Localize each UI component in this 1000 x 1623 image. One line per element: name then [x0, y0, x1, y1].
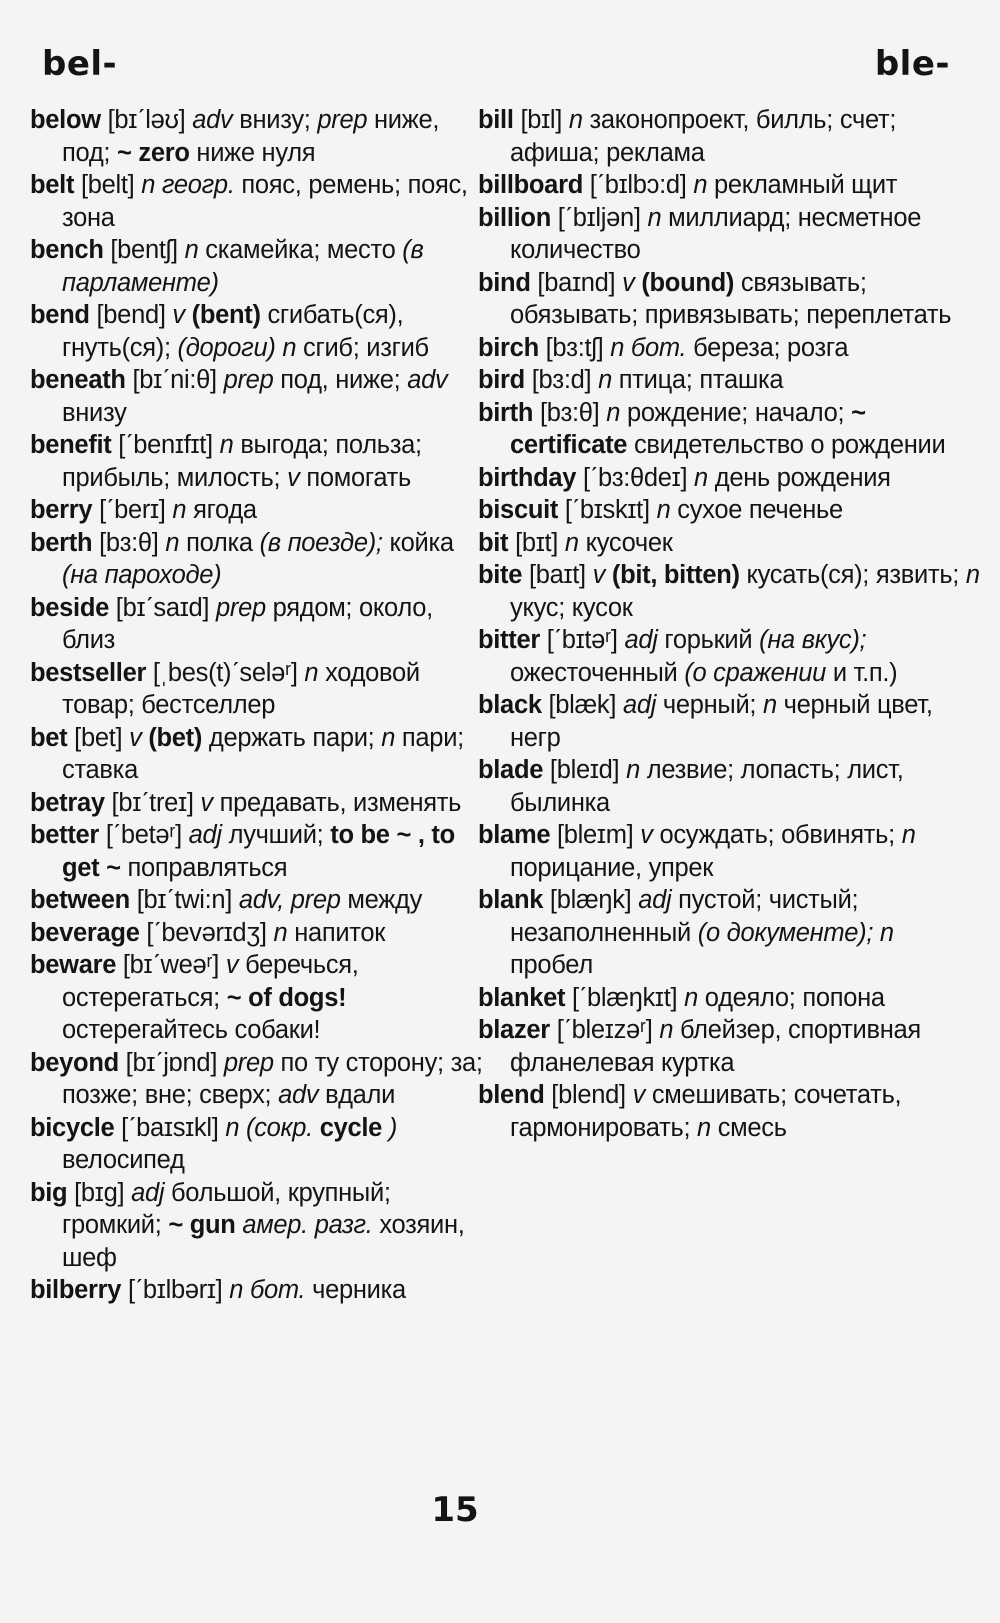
- note: (о документе);: [697, 918, 874, 947]
- dictionary-entry: [478, 982, 983, 1015]
- transcription: [ˊbɪlbɔ:d]: [589, 171, 687, 199]
- part-of-speech: n: [165, 528, 180, 557]
- usage-label: бот.: [630, 333, 687, 362]
- headword: bird: [478, 366, 525, 394]
- right-guide-word: ble-: [874, 44, 950, 84]
- definition-2: укус; кусок: [510, 593, 633, 622]
- transcription: [ˊberɪ]: [99, 496, 166, 524]
- transcription: [ˊbɜ:θdeɪ]: [583, 463, 688, 492]
- word-form: (bound): [641, 268, 735, 297]
- part-of-speech-2: n: [965, 561, 980, 589]
- word-form: cycle: [319, 1113, 383, 1142]
- definition: черника: [312, 1276, 406, 1304]
- transcription: [bɪˊjɒnd]: [125, 1048, 218, 1077]
- definition: скамейка; место: [205, 236, 396, 264]
- headword: beneath: [30, 366, 126, 394]
- headword: bilberry: [30, 1276, 122, 1304]
- dictionary-entry: [30, 299, 485, 364]
- part-of-speech: v: [225, 951, 239, 979]
- word-form: (bit, bitten): [611, 561, 740, 589]
- phrase: ~ gun: [168, 1211, 236, 1239]
- part-of-speech: v: [640, 821, 653, 849]
- headword: bicycle: [30, 1113, 115, 1142]
- part-of-speech: adj: [188, 821, 222, 849]
- dictionary-entry: [478, 462, 983, 495]
- note: (в поезде);: [259, 528, 383, 557]
- dictionary-entry: [30, 592, 485, 657]
- transcription: [ˊbaɪsɪkl]: [121, 1113, 219, 1142]
- dictionary-entry: [30, 169, 485, 234]
- transcription: [ˊbleɪzəʳ]: [556, 1016, 653, 1044]
- part-of-speech-2: n: [381, 723, 396, 752]
- definition: большой, крупный; громкий;: [62, 1178, 391, 1239]
- part-of-speech-2: n: [762, 691, 777, 719]
- usage-label: геогр.: [161, 171, 235, 199]
- phrase-meaning: ниже нуля: [196, 138, 316, 167]
- dictionary-entry: [30, 104, 485, 169]
- headword: below: [30, 106, 101, 134]
- headword: blade: [478, 756, 544, 784]
- part-of-speech: n: [606, 398, 621, 427]
- transcription: [bɜ:d]: [531, 366, 592, 394]
- phrase: ~ zero: [117, 138, 190, 167]
- dictionary-entry: [30, 884, 485, 917]
- left-column: [30, 104, 485, 1307]
- dictionary-entry: [478, 559, 983, 624]
- headword: bit: [478, 528, 509, 557]
- transcription: [bentʃ]: [110, 236, 178, 264]
- definition: смешивать; сочетать, гармонировать;: [510, 1081, 902, 1142]
- headword: birth: [478, 398, 534, 427]
- part-of-speech-2: n: [697, 1113, 711, 1142]
- headword: betray: [30, 788, 105, 817]
- definition: беречься, остерегаться;: [62, 951, 359, 1012]
- transcription: [blæk]: [548, 691, 617, 719]
- part-of-speech: n: [647, 203, 662, 232]
- transcription: [ˊbɪlbərɪ]: [127, 1276, 223, 1304]
- definition-2: койка: [389, 528, 454, 557]
- transcription: [bɪˊləʊ]: [107, 106, 186, 134]
- note: (дороги): [177, 333, 276, 362]
- definition-2: внизу: [62, 398, 127, 427]
- part-of-speech: adv: [192, 106, 233, 134]
- transcription: [bɪt]: [515, 528, 559, 557]
- headword: bill: [478, 106, 514, 134]
- transcription: [baɪnd]: [537, 268, 616, 297]
- note: (сокр.: [246, 1113, 313, 1142]
- definition: осуждать; обвинять;: [659, 821, 895, 849]
- transcription: [bɜ:tʃ]: [545, 333, 604, 362]
- headword: blazer: [478, 1016, 550, 1044]
- definition: птица; пташка: [618, 366, 784, 394]
- definition-2: ниже, под;: [62, 106, 440, 167]
- part-of-speech-2: adv: [407, 366, 448, 394]
- usage-label: амер. разг.: [242, 1211, 373, 1239]
- headword: bestseller: [30, 658, 147, 687]
- part-of-speech: prep: [223, 1048, 274, 1077]
- part-of-speech: n: [568, 106, 583, 134]
- definition: блейзер, спортивная фланелевая куртка: [510, 1016, 921, 1077]
- dictionary-entry: [478, 527, 983, 560]
- note-2: ): [388, 1113, 398, 1142]
- headword: birch: [478, 333, 539, 362]
- definition: рождение; начало;: [626, 398, 845, 427]
- transcription: [ˊbɪskɪt]: [564, 496, 650, 524]
- definition-2: пробел: [510, 951, 593, 979]
- definition: лучший;: [228, 821, 324, 849]
- part-of-speech: n: [598, 366, 612, 394]
- dictionary-entry: [30, 1274, 485, 1307]
- definition: сухое печенье: [677, 496, 843, 524]
- part-of-speech: adj: [638, 886, 672, 914]
- transcription: [bɪˊsaɪd]: [115, 593, 210, 622]
- phrase: ~ of dogs!: [226, 983, 347, 1012]
- part-of-speech: prep: [216, 593, 266, 622]
- headword: bitter: [478, 626, 540, 654]
- definition: лезвие; лопасть; лист, былинка: [510, 756, 904, 817]
- transcription: [bɪˊtreɪ]: [111, 788, 194, 817]
- dictionary-entry: [30, 364, 485, 429]
- word-form: (bent): [191, 301, 261, 329]
- definition-2: пари; ставка: [62, 723, 464, 784]
- headword: better: [30, 821, 100, 849]
- note-2: (о сражении: [684, 658, 827, 687]
- definition: кусать(ся); язвить;: [746, 561, 960, 589]
- usage-label: бот.: [249, 1276, 306, 1304]
- definition-2: пояс, зона: [62, 171, 468, 232]
- part-of-speech: n: [304, 658, 319, 687]
- part-of-speech: n: [684, 983, 698, 1012]
- part-of-speech: n: [172, 496, 187, 524]
- transcription: [ˊblæŋkɪt]: [571, 983, 678, 1012]
- headword: between: [30, 886, 130, 914]
- headword: berth: [30, 528, 93, 557]
- part-of-speech: n: [564, 528, 579, 557]
- headword: bench: [30, 236, 104, 264]
- definition: внизу;: [239, 106, 311, 134]
- dictionary-entry: [30, 949, 485, 1047]
- part-of-speech: n: [659, 1016, 674, 1044]
- dictionary-entry: [478, 689, 983, 754]
- definition-2: порицание, упрек: [510, 853, 714, 882]
- dictionary-entry: [30, 657, 485, 722]
- part-of-speech: adj: [624, 626, 658, 654]
- part-of-speech-2: n: [879, 918, 894, 947]
- transcription: [baɪt]: [528, 561, 586, 589]
- definition: миллиард; несметное количество: [510, 203, 922, 264]
- dictionary-entry: [478, 169, 983, 202]
- definition: рекламный щит: [714, 171, 898, 199]
- transcription: [ˊbɪtəʳ]: [546, 626, 618, 654]
- dictionary-entry: [478, 819, 983, 884]
- definition: пояс, ремень;: [241, 171, 401, 199]
- headword: big: [30, 1178, 68, 1207]
- transcription: [bɜ:θ]: [99, 528, 159, 557]
- transcription: [bɪˊtwi:n]: [136, 886, 233, 914]
- transcription: [bɪl]: [520, 106, 563, 134]
- word-form: (bet): [148, 723, 203, 752]
- note-3: и т.п.): [832, 658, 898, 687]
- headword: beware: [30, 951, 117, 979]
- transcription: [belt]: [80, 171, 135, 199]
- headword: billboard: [478, 171, 583, 199]
- headword: blame: [478, 821, 551, 849]
- transcription: [blend]: [551, 1081, 626, 1109]
- transcription: [ˊbetəʳ]: [105, 821, 182, 849]
- definition-2: ожесточенный: [510, 658, 678, 687]
- transcription: [bɪˊweəʳ]: [122, 951, 220, 979]
- part-of-speech: n: [219, 431, 234, 459]
- part-of-speech-2: n: [282, 333, 297, 362]
- transcription: [ˊbɪljən]: [557, 203, 641, 232]
- dictionary-entry: [30, 1112, 485, 1177]
- headword: bend: [30, 301, 90, 329]
- definition-2: черный цвет, негр: [510, 691, 933, 752]
- definition: по ту сторону; за; позже; вне; сверх;: [62, 1048, 483, 1109]
- part-of-speech: v: [632, 1081, 646, 1109]
- definition: законопроект, билль; счет; афиша; реклама: [510, 106, 897, 167]
- part-of-speech: prep: [223, 366, 274, 394]
- right-column: [478, 104, 983, 1144]
- dictionary-entry: [30, 819, 485, 884]
- dictionary-entry: [478, 494, 983, 527]
- part-of-speech: adv, prep: [238, 886, 341, 914]
- dictionary-entry: [30, 429, 485, 494]
- dictionary-entry: [478, 364, 983, 397]
- dictionary-entry: [478, 1014, 983, 1079]
- part-of-speech: v: [129, 723, 142, 752]
- part-of-speech: v: [172, 301, 185, 329]
- headword: birthday: [478, 463, 577, 492]
- transcription: [bend]: [96, 301, 166, 329]
- dictionary-entry: [478, 104, 983, 169]
- definition: рядом; около, близ: [62, 593, 433, 654]
- dictionary-entry: [478, 624, 983, 689]
- dictionary-entry: [478, 397, 983, 462]
- dictionary-entry: [30, 494, 485, 527]
- dictionary-entry: [478, 754, 983, 819]
- definition: выгода; польза; прибыль; милость;: [62, 431, 422, 492]
- definition: полка: [186, 528, 253, 557]
- dictionary-entry: [30, 527, 485, 592]
- definition: между: [347, 886, 423, 914]
- dictionary-entry: [478, 332, 983, 365]
- part-of-speech: v: [592, 561, 606, 589]
- phrase-meaning: хозяин, шеф: [62, 1211, 465, 1272]
- dictionary-entry: [30, 234, 485, 299]
- left-guide-word: bel-: [42, 44, 118, 84]
- part-of-speech: v: [622, 268, 635, 297]
- definition: черный;: [662, 691, 757, 719]
- dictionary-entry: [30, 787, 485, 820]
- transcription: [ˌbes(t)ˊseləʳ]: [152, 658, 298, 687]
- definition: держать пари;: [208, 723, 375, 752]
- headword: berry: [30, 496, 93, 524]
- dictionary-entry: [30, 1177, 485, 1275]
- transcription: [bleɪm]: [557, 821, 634, 849]
- phrase-meaning: остерегайтесь собаки!: [62, 1016, 321, 1044]
- note: (на вкус);: [759, 626, 867, 654]
- dictionary-entry: [478, 267, 983, 332]
- definition: одеяло; попона: [704, 983, 885, 1012]
- definition: кусочек: [585, 528, 673, 557]
- part-of-speech: n: [610, 333, 625, 362]
- definition: предавать, изменять: [219, 788, 462, 817]
- page-number: 15: [431, 1490, 479, 1530]
- part-of-speech-2: n: [901, 821, 916, 849]
- part-of-speech-2: v: [287, 463, 300, 492]
- headword: black: [478, 691, 542, 719]
- definition: горький: [664, 626, 753, 654]
- part-of-speech: n: [229, 1276, 244, 1304]
- dictionary-entry: [478, 202, 983, 267]
- part-of-speech: n: [693, 171, 708, 199]
- part-of-speech: n: [656, 496, 671, 524]
- definition: пустой; чистый; незаполненный: [510, 886, 859, 947]
- dictionary-entry: [30, 917, 485, 950]
- part-of-speech: adj: [622, 691, 657, 719]
- definition: береза; розга: [693, 333, 849, 362]
- headword: beside: [30, 593, 109, 622]
- definition: под, ниже;: [280, 366, 401, 394]
- headword: belt: [30, 171, 75, 199]
- headword: blanket: [478, 983, 566, 1012]
- part-of-speech-2: prep: [317, 106, 368, 134]
- dictionary-entry: [30, 1047, 485, 1112]
- dictionary-entry: [478, 884, 983, 982]
- note: (в парламенте): [62, 236, 424, 297]
- headword: bet: [30, 723, 68, 752]
- transcription: [ˊbevərɪdʒ]: [146, 918, 267, 947]
- definition: день рождения: [714, 463, 891, 492]
- definition: ходовой товар; бестселлер: [62, 658, 420, 719]
- headword: biscuit: [478, 496, 559, 524]
- definition-2: смесь: [717, 1113, 787, 1142]
- transcription: [blæŋk]: [549, 886, 632, 914]
- part-of-speech: n: [694, 463, 708, 492]
- headword: bind: [478, 268, 531, 297]
- phrase-meaning: поправляться: [127, 853, 288, 882]
- transcription: [bɪɡ]: [74, 1178, 125, 1207]
- headword: bite: [478, 561, 523, 589]
- headword: beverage: [30, 918, 140, 947]
- transcription: [bɪˊni:θ]: [132, 366, 217, 394]
- phrase-meaning: свидетельство о рождении: [633, 431, 946, 459]
- part-of-speech: adj: [131, 1178, 165, 1207]
- headword: blend: [478, 1081, 545, 1109]
- transcription: [bleɪd]: [549, 756, 620, 784]
- definition-2: велосипед: [62, 1146, 185, 1174]
- definition-2: сгиб; изгиб: [303, 333, 429, 362]
- definition: сгибать(ся), гнуть(ся);: [62, 301, 404, 362]
- part-of-speech: n: [626, 756, 640, 784]
- headword: benefit: [30, 431, 112, 459]
- phrase: ~ certificate: [510, 398, 866, 459]
- definition-2: помогать: [306, 463, 412, 492]
- note-2: (на пароходе): [62, 561, 222, 589]
- headword: billion: [478, 203, 551, 232]
- dictionary-entry: [478, 1079, 983, 1144]
- part-of-speech: n: [273, 918, 288, 947]
- part-of-speech-2: adv: [278, 1081, 319, 1109]
- transcription: [ˊbenɪfɪt]: [118, 431, 213, 459]
- phrase: to be ~ , to get ~: [62, 821, 455, 882]
- definition: связывать; обязывать; привязывать; переплетать: [510, 268, 952, 329]
- part-of-speech: n: [225, 1113, 240, 1142]
- definition: ягода: [193, 496, 257, 524]
- transcription: [bet]: [74, 723, 123, 752]
- definition-2: вдали: [325, 1081, 396, 1109]
- dictionary-entry: [30, 722, 485, 787]
- part-of-speech: v: [200, 788, 213, 817]
- part-of-speech: n: [184, 236, 199, 264]
- part-of-speech: n: [141, 171, 156, 199]
- definition: напиток: [294, 918, 386, 947]
- headword: blank: [478, 886, 544, 914]
- transcription: [bɜ:θ]: [539, 398, 600, 427]
- headword: beyond: [30, 1048, 119, 1077]
